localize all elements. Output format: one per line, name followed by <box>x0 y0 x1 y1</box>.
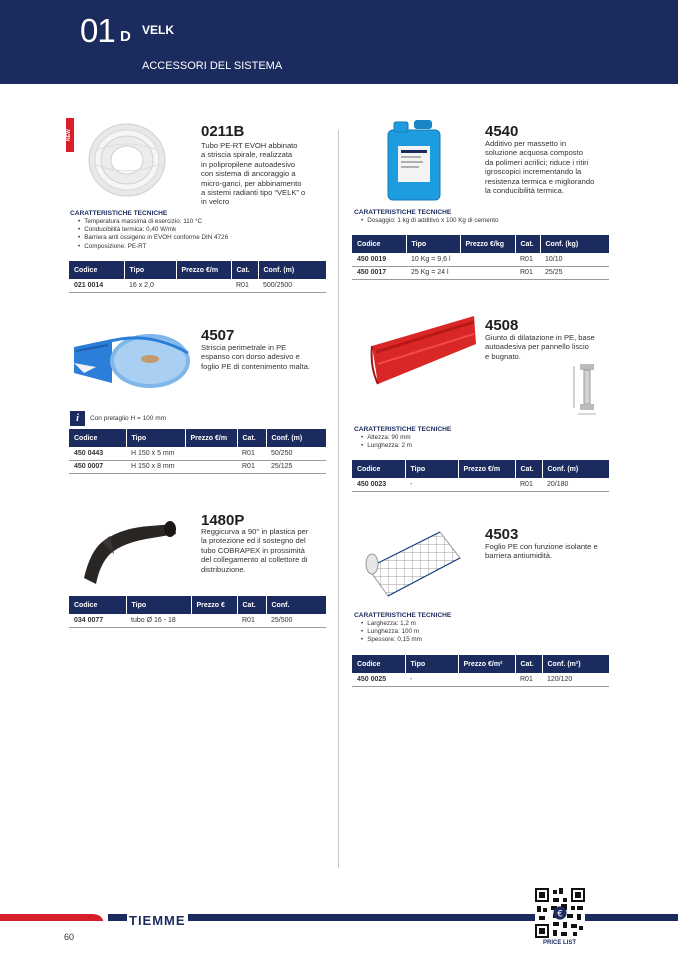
table-row: 450 0025 - R01 120/120 <box>352 673 609 686</box>
perimeter-strip-image <box>72 333 190 393</box>
tech-list-4508: • Altezza: 90 mm • Lunghezza: 2 m <box>359 434 412 450</box>
table-row: 450 0443 H 150 x 5 mm R01 50/250 <box>69 447 326 460</box>
product-desc-4507: Striscia perimetrale in PE espanso con dorso adesivo e foglio PE di contenimento malta. <box>201 343 310 371</box>
spec-table-4540: Codice Tipo Prezzo €/kg Cat. Conf. (kg) 450 0019 10 Kg = 9,6 l R01 10/10 450 0017 25 Kg = 24 l R01 25/25 <box>352 235 609 280</box>
brand-logo: TIEMME <box>129 913 186 928</box>
spec-table-0211B: Codice Tipo Prezzo €/m Cat. Conf. (m) 021 0014 16 x 2,0 R01 500/2500 <box>69 261 326 293</box>
section-title: ACCESSORI DEL SISTEMA <box>142 60 283 72</box>
table-row: 021 0014 16 x 2,0 R01 500/2500 <box>69 279 326 292</box>
page-header <box>0 0 678 84</box>
additive-jerrycan-image <box>384 118 444 202</box>
product-desc-1480P: Reggicurva a 90° in plastica per la protezione ed il sostegno del tubo COBRAPEX in prossimità del collegamento al collettore di distribuzione. <box>201 527 309 574</box>
joint-profile-diagram <box>566 358 606 420</box>
svg-text:€: € <box>557 908 563 919</box>
table-row: 450 0017 25 Kg = 24 l R01 25/25 <box>352 266 609 279</box>
product-desc-4540: Additivo per massetto in soluzione acquosa composto da polimeri acrilici; riduce i ritiri igroscopici incrementando la resistenza termica e migliorando la conducibilità termica. <box>485 139 595 196</box>
page-number: 60 <box>64 932 75 942</box>
new-badge: NEW <box>66 118 74 152</box>
tech-title-4503: CARATTERISTICHE TECNICHE <box>354 612 452 619</box>
product-desc-4503: Foglio PE con funzione isolante e barriera antiumidità. <box>485 542 598 561</box>
info-icon: i <box>70 411 85 426</box>
product-desc-4508: Giunto di dilatazione in PE, base autoadesiva per pannello liscio e bugnato. <box>485 333 595 361</box>
chapter-suffix: D <box>120 28 131 45</box>
tech-title-4540: CARATTERISTICHE TECNICHE <box>354 209 452 216</box>
spec-table-4508: Codice Tipo Prezzo €/m Cat. Conf. (m) 450 0023 - R01 20/180 <box>352 460 609 492</box>
category-title: VELK <box>142 23 175 37</box>
pe-sheet-roll-image <box>364 528 462 600</box>
spec-table-1480P: Codice Tipo Prezzo € Cat. Conf. 034 0077 tubo Ø 16 - 18 R01 25/500 <box>69 596 326 628</box>
expansion-joint-image <box>370 312 478 390</box>
spec-table-4503: Codice Tipo Prezzo €/m² Cat. Conf. (m²) 450 0025 - R01 120/120 <box>352 655 609 687</box>
product-code-4508: 4508 <box>485 317 519 334</box>
pretaglio-note: Con pretaglio H = 100 mm <box>90 415 167 422</box>
product-code-0211B: 0211B <box>201 123 245 140</box>
product-code-4540: 4540 <box>485 123 519 140</box>
product-desc-0211B: Tubo PE-RT EVOH abbinato a striscia spirale, realizzata in polipropilene autoadesivo con sistema di ancoraggio a micro-ganci, per abbinamento a sistemi radianti tipo “VELK” o in velcro <box>201 141 306 207</box>
tech-list-4503: • Larghezza: 1,2 m • Lunghezza: 100 m • Spessore: 0,15 mm <box>359 620 422 645</box>
product-code-4503: 4503 <box>485 526 519 543</box>
chapter-number: 01 <box>80 12 115 49</box>
table-row: 450 0023 - R01 20/180 <box>352 478 609 491</box>
table-row: 450 0007 H 150 x 8 mm R01 25/125 <box>69 460 326 473</box>
spec-table-4507: Codice Tipo Prezzo €/m Cat. Conf. (m) 450 0443 H 150 x 5 mm R01 50/250 450 0007 H 150 x 8 mm R01 25/125 <box>69 429 326 474</box>
qr-code-icon[interactable] <box>535 888 585 938</box>
tube-coil-image <box>86 120 168 200</box>
price-list-label: PRICE LIST <box>543 940 577 946</box>
tech-list-0211B: • Temperatura massima di esercizio: 110 °C • Conducibilità termica: 0,40 W/mk • Barriera anti ossigeno in EVOH conforme DIN 4726 • Composizione: PE-RT <box>76 218 228 251</box>
tech-title-4508: CARATTERISTICHE TECNICHE <box>354 426 452 433</box>
product-code-1480P: 1480P <box>201 512 245 529</box>
column-divider <box>338 130 339 868</box>
tech-title-0211B: CARATTERISTICHE TECNICHE <box>70 210 168 217</box>
bend-support-image <box>80 512 180 587</box>
product-code-4507: 4507 <box>201 327 235 344</box>
table-row: 034 0077 tubo Ø 16 - 18 R01 25/500 <box>69 614 326 627</box>
tech-list-4540: • Dosaggio: 1 kg di additivo x 100 Kg di cemento <box>359 217 499 225</box>
table-row: 450 0019 10 Kg = 9,6 l R01 10/10 <box>352 253 609 266</box>
